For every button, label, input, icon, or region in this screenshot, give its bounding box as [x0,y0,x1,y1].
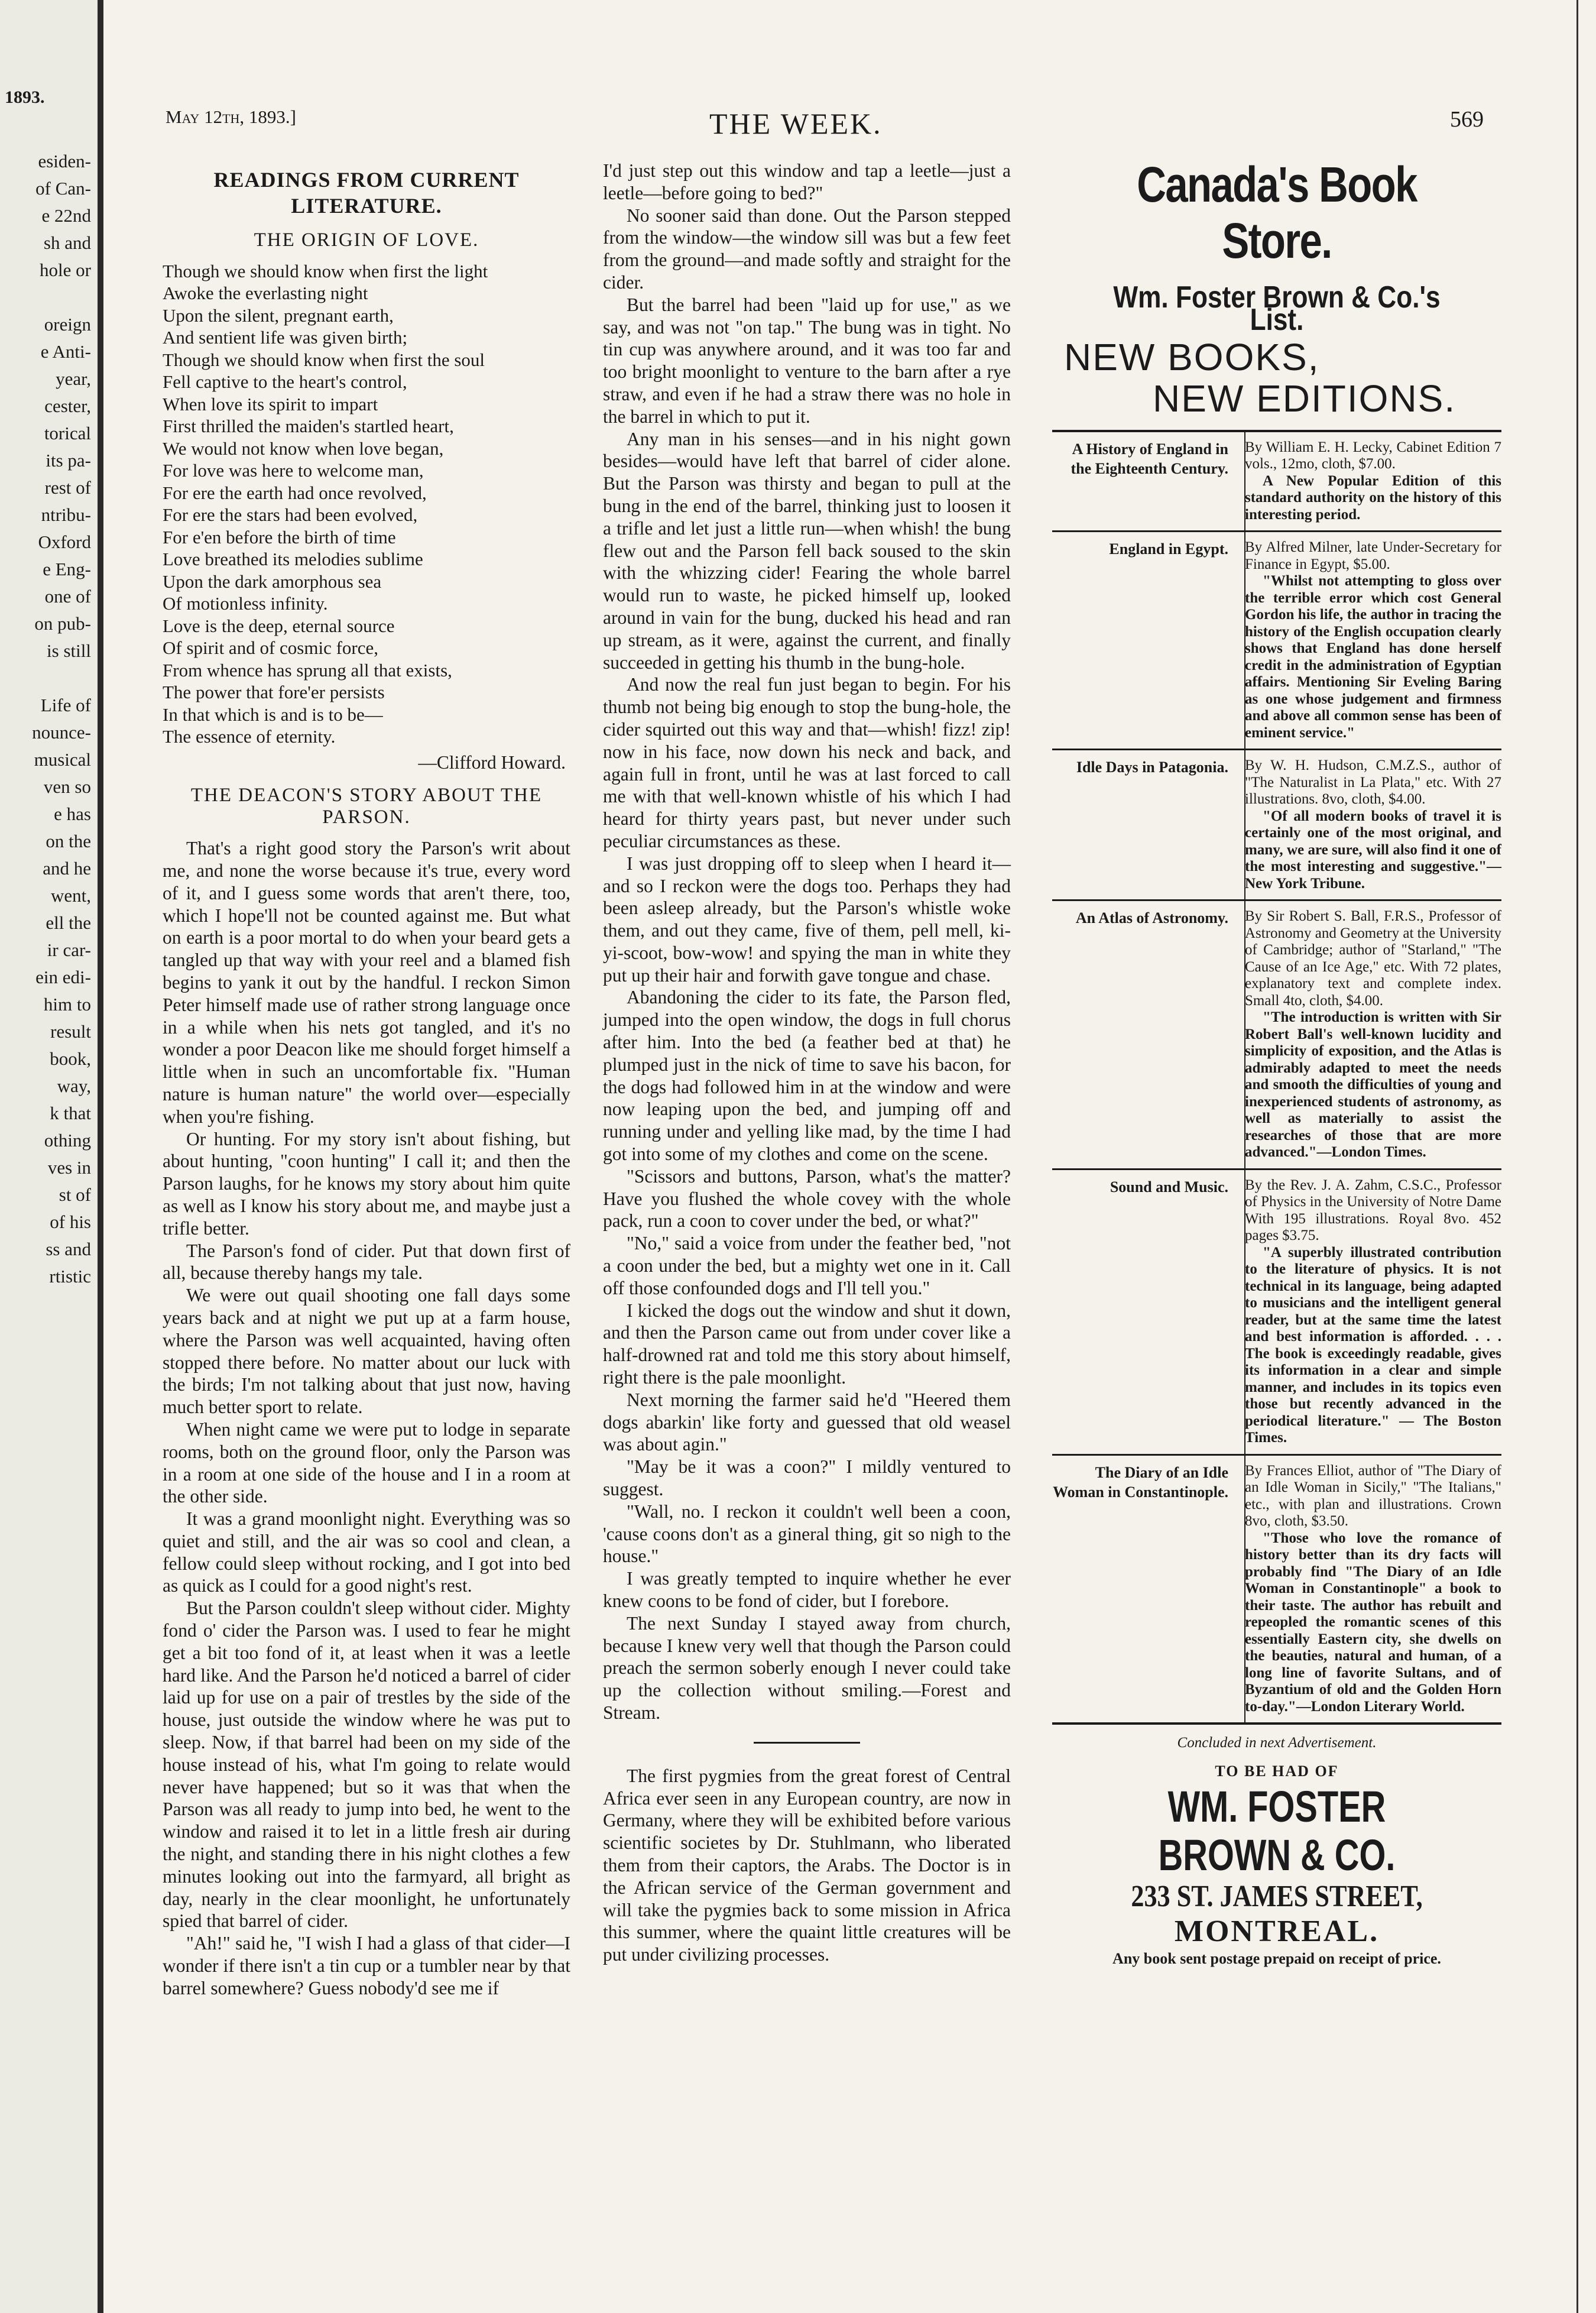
gutter-fragment: torical [44,423,91,443]
book-author-price: By the Rev. J. A. Zahm, C.S.C., Professor of Physics in the University of Notre Dame With 195 illustrations. Royal 8vo. 452 pages $3.75. [1245,1177,1501,1244]
story-paragraph: When night came we were put to lodge in separate rooms, both on the ground floor, only the Parson was in a room at one side of the house and I in a room at the other side. [163,1418,570,1507]
poem-line: Though we should know when first the soul [163,349,485,370]
gutter-fragment: of Can- [35,178,91,199]
column-rule [1244,432,1245,1723]
book-title: Idle Days in Patagonia. [1076,759,1228,776]
gutter-fragment: of his [50,1211,91,1232]
poem-line: From whence has sprung all that exists, [163,659,452,681]
column-middle [603,160,1011,1966]
new-editions-heading: NEW EDITIONS. [1153,377,1456,420]
poem-line: Love breathed its melodies sublime [163,549,423,570]
poem-line: Fell captive to the heart's control, [163,371,407,393]
poem-line: First thrilled the maiden's startled heart, [163,416,454,437]
list-title: Wm. Foster Brown & Co.'s List. [1113,280,1441,337]
poem-attribution: —Clifford Howard. [418,751,566,773]
story-paragraph: I'd just step out this window and tap a leetle—just a leetle—before going to bed?" [603,160,1011,203]
firm-name: WM. FOSTER BROWN & CO. [1158,1781,1396,1880]
book-description [1235,1177,1501,1447]
gutter-year: 1893. [5,88,45,107]
gutter-fragment: e Eng- [43,559,91,579]
book-entry [1052,1170,1501,1456]
poem-line: For ere the stars had been evolved, [163,504,418,526]
book-description [1235,439,1501,524]
gutter-fragment: ein edi- [35,967,91,987]
book-review: "A superbly illustrated contribution to the literature of physics. It is not technical in its language, being adapted to musicians and the intelligent general reader, but at the same time the latest and best information is afforded. . . . The book is exceedingly readable, gives its information in a clear and simple manner, and includes in its topics even those but recently advanced in the periodical literature." — The Boston Times. [1245,1244,1501,1446]
story-paragraph: "No," said a voice from under the feather bed, "not a coon under the bed, but a mighty wet one in it. Call off those confounded dogs and I'll tell you." [603,1233,1011,1298]
poem-line: For e'en before the birth of time [163,526,396,548]
gutter-fragment [2,284,91,311]
book-review: A New Popular Edition of this standard authority on the history of this interesting period. [1245,472,1501,523]
book-review: "Of all modern books of travel it is certainly one of the most original, and many, we are sure, will also find it one of the most interesting and suggestive."—New York Tribune. [1245,808,1501,892]
book-title: A History of England in the Eighteenth Century. [1071,440,1228,477]
page-header [166,89,1484,142]
gutter-fragment: e has [54,804,91,824]
gutter-fragment: him to [43,994,91,1015]
gutter-fragment: year, [56,368,91,389]
book-title: Sound and Music. [1110,1178,1228,1196]
book-review: "Those who love the romance of history better than its dry facts will probably find "The Diary of an Idle Woman in Constantinople" a book to their taste. The author has rebuilt and repeopled the romantic scenes of this essentially Eastern city, she dwells on the beauties, natural and human, of a long line of favorite Sultans, and of Byzantium of old and the Golden Horn to-day."—London Literary World. [1245,1530,1501,1715]
story-paragraph: Next morning the farmer said he'd "Heered them dogs abarkin' like forty and guessed that old weasel was about agin." [603,1389,1011,1455]
firm-city: MONTREAL. [1174,1914,1380,1948]
new-books-heading: NEW BOOKS, [1064,335,1320,378]
story-paragraph: We were out quail shooting one fall days some years back and at night we put up at a farm house, where the Parson was well acquainted, having often stopped there before. No matter about our luck with the birds; I'm not talking about that just now, having much better sport to relate. [163,1285,570,1418]
poem-line: Of spirit and of cosmic force, [163,637,378,659]
gutter-fragment: result [50,1021,91,1042]
gutter-fragment: hole or [40,260,91,280]
poem-line: Love is the deep, eternal source [163,615,395,636]
book-title: The Diary of an Idle Woman in Constantinople. [1053,1463,1228,1501]
gutter-fragment [2,665,91,692]
story-paragraph: That's a right good story the Parson's writ about me, and none the worse because it's true, every word of it, and I guess some words that aren't there, too, which I hope'll not be counted against me. But what on earth is a poor mortal to do when your beard gets a tangled up that way with your reel and a blamed fish begins to yank it out by the handful. I reckon Simon Peter himself made use of rather strong language once in a while when his nets got tangled, and it's no wonder a poor Deacon like me should forget himself a little when in such an uncomfortable fix. "Human nature is human nature" the world over—especially when you're fishing. [163,838,570,1127]
gutter-fragment: way, [57,1075,91,1096]
story-paragraph: And now the real fun just began to begin. For his thumb not being big enough to stop the bung-hole, the cider squirted out this way and that—whish! fizz! zip! now in his face, now down his neck and back, and again full in front, until he was at last forced to call me with that well-known whistle of his which I had heard for thirty years past, but never under such peculiar circumstances as these. [603,674,1011,851]
poem-title: THE ORIGIN OF LOVE. [254,229,479,251]
poem-line: For love was here to welcome man, [163,460,424,481]
poem-body [163,260,570,748]
gutter-fragment: ven so [43,776,91,797]
poem-line: For ere the earth had once revolved, [163,482,427,503]
gutter-fragment: book, [50,1048,91,1069]
gutter-fragment: ss and [46,1239,91,1259]
book-entry [1052,750,1501,901]
firm-address: 233 ST. JAMES STREET, [1131,1879,1423,1913]
book-description [1235,1463,1501,1716]
gutter-fragment: went, [50,885,91,906]
gutter-fragment: ell the [46,912,91,933]
poem-line: When love its spirit to impart [163,393,378,414]
poem-line: We would not know when love began, [163,438,444,459]
gutter-fragment: esiden- [38,151,91,171]
column-advertisement [1052,157,1501,1968]
story-continuation [603,160,1011,1724]
story-paragraph: But the barrel had been "laid up for use," as we say, and was not "on tap." The bung was in tight. No tin cup was anywhere around, and it was too far and too bright moonlight to venture to the barn after a rye straw, and even if he had a straw there was no hole in the barrel in which to put it. [603,294,1011,427]
poem-line: Awoke the everlasting night [163,283,368,304]
poem-line: Though we should know when first the light [163,260,488,281]
book-description [1235,757,1501,892]
store-title: Canada's Book Store. [1137,157,1417,268]
book-list [1052,430,1501,1725]
gutter-fragment: one of [44,586,91,607]
postage-note: Any book sent postage prepaid on receipt of price. [1112,1949,1441,1967]
book-entry [1052,532,1501,750]
story-body [163,837,570,1999]
story-paragraph: It was a grand moonlight night. Everything was so quiet and still, and the air was so cool and clean, a fellow could sleep without rocking, and I got into bed as quick as I could for a good night's rest. [163,1508,570,1596]
book-entry [1052,901,1501,1170]
poem-line: Upon the silent, pregnant earth, [163,304,394,326]
poem-line: Of motionless infinity. [163,593,328,614]
gutter-fragment: ntribu- [41,504,91,525]
book-author-price: By Sir Robert S. Ball, F.R.S., Professor of Astronomy and Geometry at the University of Cambridge; author of "Starland," "The Cause of an Ice Age," etc. With 72 plates, explanatory text and complete index. Small 4to, cloth, $4.00. [1245,908,1501,1009]
gutter-fragment: on the [46,831,91,851]
gutter-text-fragments [2,148,91,1290]
section-divider [754,1742,860,1747]
concluded-note: Concluded in next Advertisement. [1177,1735,1377,1751]
story-paragraph: I was just dropping off to sleep when I heard it—and so I reckon were the dogs too. Perhaps they had been asleep already, but the Parson's whistle woke them, and out they came, five of them, pell mell, ki-yi-scoot, bow-wow! and spying the man in white they put up their hair and forwith gave tongue and chase. [603,853,1011,986]
book-title: England in Egypt. [1109,540,1228,558]
gutter-fragment: othing [44,1130,91,1151]
story-paragraph: "Scissors and buttons, Parson, what's the matter? Have you flushed the whole covey with the whole pack, run a coon to cover under the bed, or what?" [603,1165,1011,1232]
gutter-fragment: nounce- [32,722,91,743]
book-author-price: By W. H. Hudson, C.M.Z.S., author of "The Naturalist in La Plata," etc. With 27 illustrations. 8vo, cloth, $4.00. [1245,757,1501,808]
gutter-fragment: rtistic [49,1266,91,1287]
pygmy-news-paragraph: The first pygmies from the great forest of Central Africa ever seen in any European country, are now in Germany, where they will be exhibited before various scientific societes by Dr. Stuhlmann, who liberated them from their captors, the Arabs. The Doctor is in the African service of the German government and will take the pygmies back to some mission in Africa this summer, where the quaint little creatures will be put under civilizing processes. [603,1765,1011,1965]
gutter-fragment: Oxford [38,532,91,552]
story-paragraph: "May be it was a coon?" I mildly ventured to suggest. [603,1456,1011,1500]
gutter-fragment: ves in [47,1157,91,1178]
poem-line: The essence of eternity. [163,726,336,747]
gutter-fragment: Life of [40,695,91,715]
book-title: An Atlas of Astronomy. [1075,909,1228,927]
section-heading: READINGS FROM CURRENT LITERATURE. [213,168,520,218]
book-review: "The introduction is written with Sir Robert Ball's well-known lucidity and simplicity of exposition, and the Atlas is admirably adapted to meet the needs and smooth the difficulties of young and inexperienced students of astronomy, as well as materially to assist the researches of those that are more advanced."—London Times. [1245,1009,1501,1161]
gutter-fragment: e Anti- [40,341,91,362]
to-be-had-label: TO BE HAD OF [1215,1762,1339,1780]
story-paragraph: But the Parson couldn't sleep without cider. Mighty fond o' cider the Parson was. I used to fear he might get a bit too fond of it, at least when it was a leetle hard like. And the Parson he'd noticed a barrel of cider laid up for use on a pair of trestles by the side of the house, just outside the window where he was put to sleep. Now, if that barrel had been on my side of the house instead of his, what I'm going to relate would never have happened; but so it was that when the Parson was all ready to jump into bed, he went to the window and raised it to let in a little fresh air during the night, and standing there in his night clothes a few minutes looking out into the farmyard, all bright as day, nearly in the clear moonlight, he unfortunately spied that barrel of cider. [163,1598,570,1932]
gutter-fragment: rest of [44,477,91,498]
story-paragraph: I kicked the dogs out the window and shut it down, and then the Parson came out from under cover like a half-drowned rat and told me this story about himself, right there is the pale moonlight. [603,1300,1011,1388]
book-description [1235,539,1501,741]
gutter-fragment: is still [47,640,91,661]
page-edge [1576,0,1596,2313]
gutter-fragment: musical [34,749,91,770]
gutter-fragment: and he [43,858,91,879]
gutter-fragment: on pub- [34,613,91,634]
book-author-price: By William E. H. Lecky, Cabinet Edition 7 vols., 12mo, cloth, $7.00. [1245,439,1501,472]
column-left [163,160,570,2000]
journal-title: THE WEEK. [709,107,883,140]
gutter-fragment: ir car- [47,940,91,960]
gutter-fragment: k that [50,1103,91,1123]
story-paragraph: The Parson's fond of cider. Put that down first of all, because thereby hangs my tale. [163,1240,570,1284]
story-paragraph: Abandoning the cider to its fate, the Parson fled, jumped into the open window, the dogs in full chorus after him. Into the bed (a feather bed at that) he plumped just in the nick of time to save his bacon, for the dogs had followed him in at the window and were now leaping upon the bed, and jumping off and running under and yelling like mad, by the time I had got into some of my clothes and come on the scene. [603,987,1011,1165]
book-author-price: By Frances Elliot, author of "The Diary of an Idle Woman in Sicily," "The Italians," etc., with plan and illustrations. Crown 8vo, cloth, $3.50. [1245,1462,1501,1530]
poem-line: And sentient life was given birth; [163,327,408,348]
gutter-fragment: oreign [44,314,91,335]
book-author-price: By Alfred Milner, late Under-Secretary for Finance in Egypt, $5.00. [1245,539,1501,572]
poem-line: Upon the dark amorphous sea [163,571,382,592]
story-paragraph: "Wall, no. I reckon it couldn't well been a coon, 'cause coons don't as a gineral thing, git so nigh to the house." [603,1501,1011,1567]
gutter-fragment: st of [59,1184,91,1205]
story-paragraph: I was greatly tempted to inquire whether he ever knew coons to be fond of cider, but I forebore. [603,1568,1011,1611]
book-review: "Whilst not attempting to gloss over the terrible error which cost General Gordon his life, the author in tracing the history of the English occupation clearly shows that England has done herself credit in the administration of Egyptian affairs. Mentioning Sir Eveling Baring as one whose judgement and firmness and above all common sense has been of eminent service." [1245,573,1501,741]
issue-date: May 12th, 1893.] [166,106,296,127]
story-paragraph: Any man in his senses—and in his night gown besides—would have left that barrel of cider alone. But the Parson was thirsty and began to pull at the bung in the end of the barrel, thinking just to loosen it a trifle and let just a little run—when whish! the bung flew out and the Parson fell back soused to the skin with the whizzing cider! Fearing the whole barrel would run to waste, he picked himself up, looked around in vain for the bung, ducked his head and ran up stream, as it were, against the current, and finally succeeded in getting his thumb in the bung-hole. [603,428,1011,673]
story-paragraph: "Ah!" said he, "I wish I had a glass of that cider—I wonder if there isn't a tin cup or a tumbler near by that barrel somewhere? Guess nobody'd see me if [163,1933,570,1998]
gutter-fragment: sh and [43,232,91,253]
page-number: 569 [1450,107,1484,132]
poem-line: The power that fore'er persists [163,682,385,703]
book-entry [1052,1456,1501,1723]
gutter-fragment: cester, [44,396,91,416]
poem-line: In that which is and is to be— [163,704,383,725]
story-paragraph: Or hunting. For my story isn't about fishing, but about hunting, "coon hunting" I call it; and then the Parson laughs, for he knows my story about him quite as well as I know his story about me, and maybe just a trifle better. [163,1128,570,1239]
book-description [1235,908,1501,1161]
story-paragraph: No sooner said than done. Out the Parson stepped from the window—the window sill was but a few feet from the ground—and made softly and straight for the cider. [603,205,1011,293]
gutter-fragment: its pa- [46,450,91,471]
book-entry [1052,432,1501,533]
adjacent-page-gutter [0,0,103,2313]
gutter-fragment: e 22nd [41,205,91,226]
story-title: THE DEACON'S STORY ABOUT THE PARSON. [190,784,543,828]
story-paragraph: The next Sunday I stayed away from church, because I knew very well that though the Parson could preach the sermon soberly enough I never could take up the collection without smiling.—Forest and Stream. [603,1612,1011,1723]
